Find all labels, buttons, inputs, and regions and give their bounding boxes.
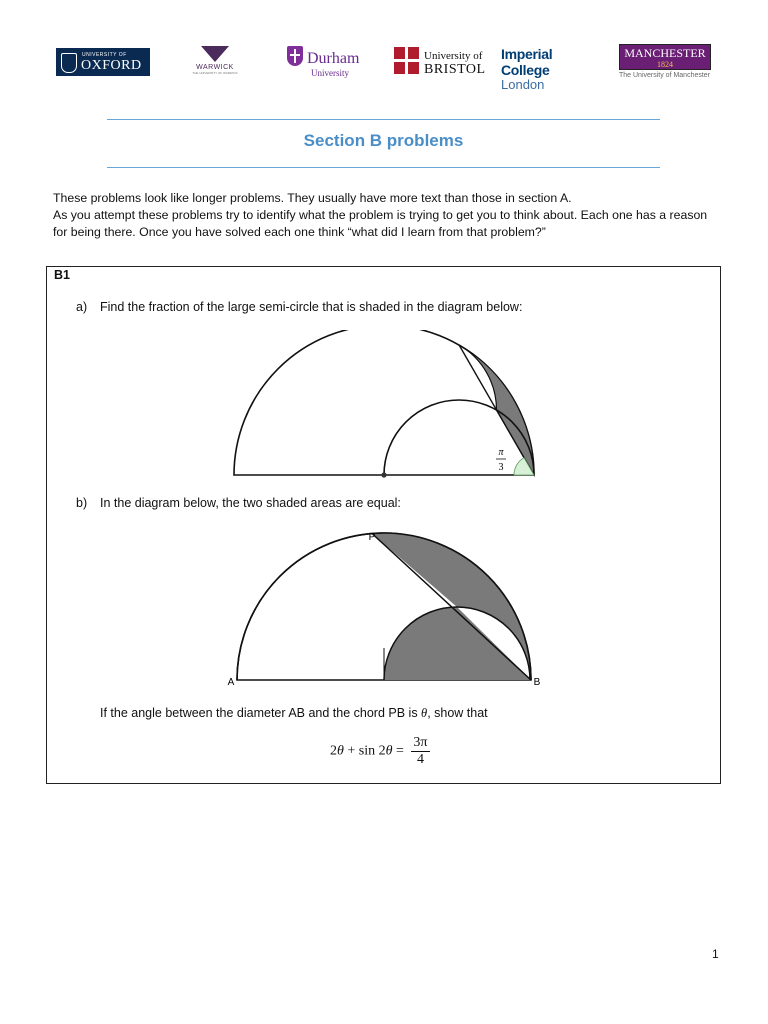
question-b bbox=[76, 496, 401, 510]
imperial-logo-line1: Imperial College bbox=[501, 46, 553, 78]
imperial-logo-line2: London bbox=[501, 77, 545, 92]
intro-line-1: These problems look like longer problems. They usually have more text than those in section A. bbox=[53, 191, 572, 205]
warwick-logo bbox=[190, 46, 240, 78]
question-a bbox=[76, 300, 522, 314]
oxford-crest-icon bbox=[61, 53, 77, 73]
angle-label-numerator: π bbox=[498, 447, 504, 458]
oxford-logo bbox=[56, 48, 150, 76]
question-b-label: b) bbox=[76, 496, 88, 510]
manchester-logo-year: 1824 bbox=[657, 60, 673, 69]
condition-suffix: , show that bbox=[427, 706, 488, 720]
theta-symbol: θ bbox=[421, 706, 428, 720]
condition-text bbox=[100, 706, 488, 721]
bristol-logo-line1: University of bbox=[424, 50, 483, 62]
formula-theta-2: θ bbox=[385, 743, 393, 759]
intro-line-2: As you attempt these problems try to identify what the problem is trying to get you to think about. Each one has a reason for being there. Once you have solved each one think “what did I learn from that problem?” bbox=[53, 208, 708, 239]
intro-text bbox=[53, 190, 723, 241]
bristol-crest-icon bbox=[394, 47, 420, 75]
angle-label-denominator: 3 bbox=[498, 462, 504, 473]
question-a-label: a) bbox=[76, 300, 88, 314]
manchester-logo-sub: The University of Manchester bbox=[619, 72, 711, 79]
point-a-label: A bbox=[227, 677, 235, 688]
diagram-b bbox=[222, 526, 546, 690]
warwick-logo-name: WARWICK bbox=[196, 64, 234, 71]
formula-sin-term: + sin 2 bbox=[343, 743, 386, 759]
warwick-logo-tagline: THE UNIVERSITY OF WARWICK bbox=[192, 71, 238, 75]
formula bbox=[330, 735, 430, 768]
section-title: Section B problems bbox=[303, 131, 464, 150]
imperial-logo bbox=[501, 46, 603, 92]
durham-logo-name: Durham bbox=[307, 50, 360, 67]
durham-logo-sub: University bbox=[311, 68, 349, 78]
formula-coef-1: 2 bbox=[330, 743, 337, 759]
point-b-label: B bbox=[533, 677, 541, 688]
bristol-logo-line2: BRISTOL bbox=[424, 62, 486, 77]
formula-equals: = bbox=[392, 743, 408, 759]
formula-numerator: 3π bbox=[413, 735, 428, 750]
oxford-logo-small: UNIVERSITY OF bbox=[82, 52, 127, 58]
problem-id: B1 bbox=[54, 268, 70, 282]
formula-theta-1: θ bbox=[337, 743, 344, 759]
durham-logo bbox=[287, 44, 371, 78]
question-a-text: Find the fraction of the large semi-circle that is shaded in the diagram below: bbox=[100, 300, 523, 314]
question-b-text: In the diagram below, the two shaded areas are equal: bbox=[100, 496, 401, 510]
manchester-logo-box bbox=[619, 44, 711, 70]
bristol-logo bbox=[394, 45, 490, 79]
formula-denominator: 4 bbox=[416, 752, 424, 767]
manchester-logo bbox=[619, 44, 713, 84]
page-number: 1 bbox=[712, 947, 719, 961]
condition-prefix: If the angle between the diameter AB and the chord PB is bbox=[100, 706, 422, 720]
diagram-a bbox=[228, 330, 540, 482]
heading-rule-bottom bbox=[107, 167, 660, 168]
oxford-logo-name: OXFORD bbox=[81, 58, 142, 73]
point-p-label: P bbox=[368, 532, 376, 543]
durham-shield-icon bbox=[287, 46, 303, 66]
warwick-mark-icon bbox=[201, 46, 229, 62]
heading-rule-top bbox=[107, 119, 660, 120]
formula-fraction bbox=[411, 735, 429, 768]
large-semicircle bbox=[234, 330, 534, 475]
centre-point bbox=[381, 472, 386, 477]
manchester-logo-name: MANCHESTER bbox=[624, 46, 706, 60]
